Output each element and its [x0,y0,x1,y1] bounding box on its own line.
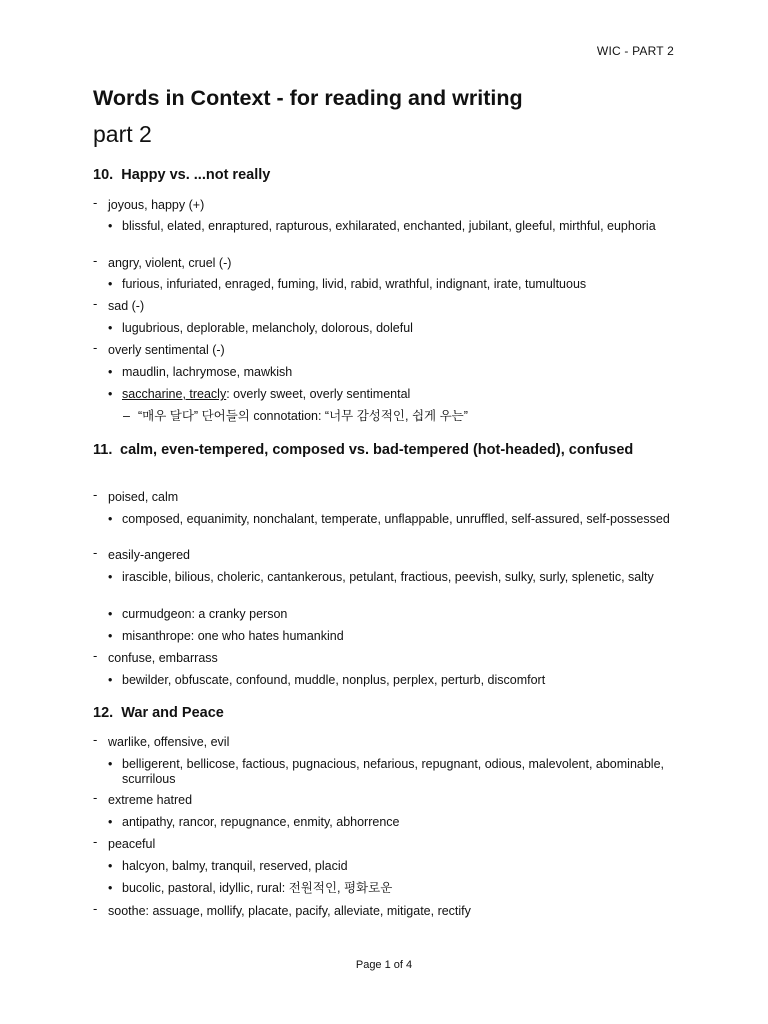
section-number: 12. [93,705,114,721]
bullet-marker: • [108,512,113,526]
bullet-item [108,219,678,234]
section-number: 11. [93,442,113,458]
document-title: Words in Context - for reading and writing [93,86,523,110]
bullet-item [108,365,678,380]
bullet-item-label: bucolic, pastoral, idyllic, rural: 전원적인, 평화로운 [122,881,393,895]
dash-marker: - [93,901,98,916]
bullet-marker: • [108,815,113,829]
list-item-label: sad (-) [108,299,145,313]
bullet-marker: • [108,757,113,771]
bullet-marker: • [108,881,113,895]
bullet-item-label [122,387,678,402]
page-footer: Page 1 of 4 [355,959,413,971]
bullet-item [108,570,678,585]
header-right: WIC - PART 2 [596,44,674,58]
bullet-marker: • [108,219,113,233]
dash-marker: - [93,732,98,747]
dash-marker: - [93,834,98,849]
bullet-item [108,757,678,787]
section-heading-10 [93,166,270,184]
bullet-item [108,321,678,336]
bullet-item-label: antipathy, rancor, repugnance, enmity, abhorrence [122,815,400,829]
term-definition: : overly sweet, overly sentimental [226,387,411,401]
dash-marker: - [93,487,98,502]
bullet-marker: • [108,859,113,873]
bullet-item [108,881,678,896]
section-heading-12 [93,704,224,722]
sub-note-label: “매우 달다” 단어들의 connotation: “너무 감성적인, 쉽게 우는” [138,409,468,423]
bullet-item-label: irascible, bilious, choleric, cantankerous, petulant, fractious, peevish, sulky, surly, splenetic, salty [122,570,654,584]
dash-marker: - [93,296,98,311]
section-number: 10. [93,167,114,183]
bullet-item-label: belligerent, bellicose, factious, pugnacious, nefarious, repugnant, odious, malevolent, abominable, scurrilous [122,757,665,786]
bullet-item-label: halcyon, balmy, tranquil, reserved, placid [122,859,348,873]
dash-marker: - [93,790,98,805]
document-subtitle: part 2 [93,121,152,147]
list-item-label: poised, calm [108,490,179,504]
bullet-item-label: composed, equanimity, nonchalant, temperate, unflappable, unruffled, self-assured, self-possessed [122,512,670,526]
dash-marker: - [93,340,98,355]
bullet-marker: • [108,387,113,401]
dash-marker: - [93,545,98,560]
dash-marker: – [123,409,130,423]
list-item-label: confuse, embarrass [108,651,218,665]
list-item-label: extreme hatred [108,793,193,807]
list-item-label: overly sentimental (-) [108,343,225,357]
list-item-label: soothe: assuage, mollify, placate, pacify, alleviate, mitigate, rectify [108,904,471,918]
dash-marker: - [93,253,98,268]
bullet-marker: • [108,321,113,335]
section-title: calm, even-tempered, composed vs. bad-tempered (hot-headed), confused [120,442,634,458]
bullet-item-label: lugubrious, deplorable, melancholy, dolorous, doleful [122,321,413,335]
bullet-item [108,815,678,830]
list-item-label: easily-angered [108,548,190,562]
bullet-item [108,607,678,622]
bullet-item [108,859,678,874]
dash-marker: - [93,648,98,663]
bullet-item [108,387,678,402]
bullet-item [108,673,678,688]
bullet-item-label: bewilder, obfuscate, confound, muddle, nonplus, perplex, perturb, discomfort [122,673,546,687]
section-title: Happy vs. ...not really [121,167,271,183]
list-item-label: joyous, happy (+) [108,198,205,212]
section-title: War and Peace [121,705,224,721]
bullet-item-label: misanthrope: one who hates humankind [122,629,344,643]
bullet-marker: • [108,365,113,379]
bullet-item [108,512,678,527]
list-item-label: angry, violent, cruel (-) [108,256,232,270]
list-item-label: warlike, offensive, evil [108,735,230,749]
bullet-marker: • [108,607,113,621]
dash-marker: - [93,195,98,210]
list-item-label: peaceful [108,837,156,851]
underlined-term: saccharine, treacly [122,387,227,401]
bullet-marker: • [108,277,113,291]
bullet-marker: • [108,629,113,643]
bullet-marker: • [108,570,113,584]
bullet-item-label: curmudgeon: a cranky person [122,607,288,621]
bullet-item [108,629,678,644]
bullet-item-label: blissful, elated, enraptured, rapturous, exhilarated, enchanted, jubilant, gleeful, mirthful, euphoria [122,219,656,233]
bullet-item [108,277,678,292]
bullet-item-label: maudlin, lachrymose, mawkish [122,365,293,379]
bullet-marker: • [108,673,113,687]
bullet-item-label: furious, infuriated, enraged, fuming, livid, rabid, wrathful, indignant, irate, tumultuous [122,277,587,291]
section-heading-11 [93,441,653,459]
